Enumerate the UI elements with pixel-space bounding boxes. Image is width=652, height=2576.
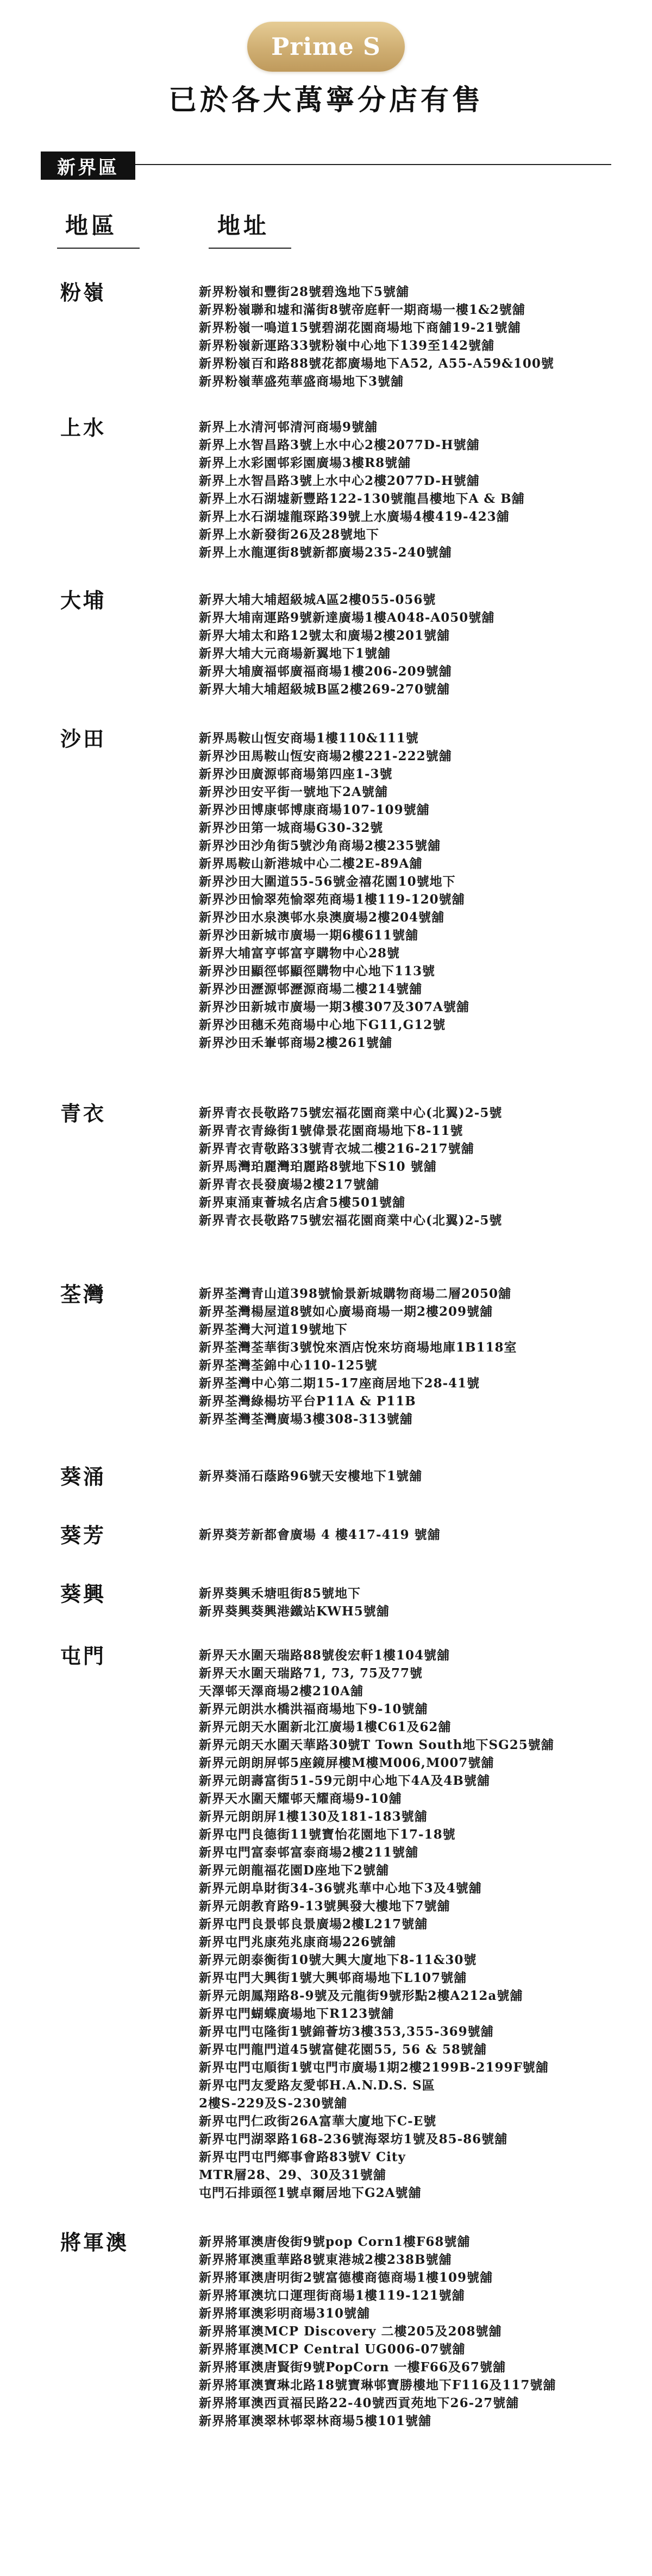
address-line: 新界粉嶺華盛苑華盛商場地下3號舖 — [199, 374, 404, 389]
address-line: 新界粉嶺聯和墟和滿街8號帝庭軒一期商場一樓1&2號舖 — [199, 302, 525, 317]
address-line: 新界將軍澳西貢福民路22-40號西貢苑地下26-27號舖 — [199, 2396, 519, 2410]
address-list — [199, 1104, 502, 1229]
address-line: 新界粉嶺和豐街28號碧逸地下5號舖 — [199, 285, 410, 299]
address-line: 新界葵興禾塘咀街85號地下 — [199, 1586, 361, 1601]
address-line: 新界將軍澳MCP Discovery 二樓205及208號舖 — [199, 2324, 502, 2339]
address-line: 新界元朗壽富街51-59元朗中心地下4A及4B號舖 — [199, 1773, 490, 1788]
address-line: 新界粉嶺百和路88號花都廣場地下A52, A55-A59&100號 — [199, 356, 554, 371]
address-line: 新界青衣青綠街1號偉景花園商場地下8-11號 — [199, 1123, 463, 1138]
address-line: 新界青衣長敬路75號宏福花園商業中心(北翼)2-5號 — [199, 1106, 503, 1120]
address-line: 新界將軍澳唐明街2號富德樓商德商場1樓109號舖 — [199, 2270, 493, 2285]
address-line: MTR層28、29、30及31號舖 — [199, 2168, 386, 2182]
address-line: 新界上水清河邨清河商場9號舖 — [199, 420, 378, 434]
address-list — [199, 1467, 422, 1485]
address-line: 新界葵芳新都會廣場 4 樓417-419 號舖 — [199, 1527, 441, 1542]
address-line: 新界屯門良景邨良景廣場2樓L217號舖 — [199, 1917, 428, 1931]
column-header-district-underline — [57, 248, 140, 249]
address-line: 新界屯門富泰邨富泰商場2樓211號舖 — [199, 1845, 419, 1860]
address-list — [199, 729, 469, 1052]
address-line: 新界馬鞍山新港城中心二樓2E-89A舖 — [199, 856, 423, 871]
column-header-address-underline — [209, 248, 291, 249]
address-line: 新界元朗天水圍新北江廣場1樓C61及62舖 — [199, 1720, 452, 1734]
address-line: 新界葵涌石蔭路96號天安樓地下1號舖 — [199, 1469, 423, 1483]
address-line: 新界荃灣中心第二期15-17座商居地下28-41號 — [199, 1376, 480, 1391]
address-line: 新界屯門屯門鄉事會路83號V City — [199, 2150, 406, 2164]
address-line: 新界青衣青敬路33號青衣城二樓216-217號舖 — [199, 1141, 474, 1156]
address-line: 新界上水智昌路3號上水中心2樓2077D-H號舖 — [199, 473, 480, 488]
address-line: 新界屯門良德街11號寶怡花園地下17-18號 — [199, 1827, 456, 1842]
address-line: 新界荃灣青山道398號愉景新城購物商場二層2050舖 — [199, 1286, 512, 1301]
address-line: 新界沙田新城市廣場一期3樓307及307A號舖 — [199, 1000, 469, 1014]
address-line: 新界將軍澳寶琳北路18號寶琳邨寶勝樓地下F116及117號舖 — [199, 2378, 556, 2392]
page-title: 已於各大萬寧分店有售 — [168, 84, 484, 117]
address-line: 新界元朗鳳翔路8-9號及元龍街9號形點2樓A212a號舖 — [199, 1988, 523, 2003]
address-line: 新界元朗龍福花園D座地下2號舖 — [199, 1863, 389, 1878]
address-line: 新界元朗泰衡街10號大興大廈地下8-11&30號 — [199, 1953, 477, 1967]
address-line: 新界馬鞍山恆安商場1樓110&111號 — [199, 731, 419, 746]
logo-text: Prime S — [271, 33, 381, 61]
address-list — [199, 1584, 390, 1620]
address-list — [199, 418, 525, 561]
address-line: 新界荃灣楊屋道8號如心廣場商場一期2樓209號舖 — [199, 1304, 493, 1319]
region-name: 上水 — [60, 415, 106, 440]
address-line: 新界沙田水泉澳邨水泉澳廣場2樓204號舖 — [199, 910, 445, 925]
address-line: 新界荃灣大河道19號地下 — [199, 1322, 348, 1337]
address-line: 新界上水新發街26及28號地下 — [199, 527, 380, 542]
address-line: 新界大埔南運路9號新達廣場1樓A048-A050號舖 — [199, 610, 495, 625]
address-line: 新界荃灣綠楊坊平台P11A & P11B — [199, 1394, 416, 1409]
address-line: 新界東涌東薈城名店倉5樓501號舖 — [199, 1195, 406, 1210]
address-line: 新界青衣長敬路75號宏福花園商業中心(北翼)2-5號 — [199, 1213, 503, 1228]
region-name: 荃灣 — [60, 1282, 106, 1306]
address-line: 新界荃灣荃灣廣場3樓308-313號舖 — [199, 1412, 413, 1426]
region-name: 葵興 — [60, 1582, 106, 1606]
address-line: 新界大埔大埔超級城B區2樓269-270號舖 — [199, 682, 450, 697]
address-line: 新界將軍澳重華路8號東港城2樓238B號舖 — [199, 2252, 452, 2267]
address-line: 新界元朗朗屏1樓130及181-183號舖 — [199, 1809, 428, 1824]
region-name: 將軍澳 — [60, 2230, 129, 2255]
address-line: 新界天水圍天瑞路88號俊宏軒1樓104號舖 — [199, 1648, 450, 1663]
address-line: 新界沙田第一城商場G30-32號 — [199, 820, 384, 835]
address-line: 新界沙田新城市廣場一期6樓611號舖 — [199, 928, 419, 943]
address-line: 新界沙田廣源邨商場第四座1-3號 — [199, 767, 393, 781]
address-line: 2樓S-229及S-230號舖 — [199, 2096, 348, 2111]
address-line: 新界青衣長發廣場2樓217號舖 — [199, 1177, 380, 1192]
address-line: 新界元朗阜財街34-36號兆華中心地下3及4號舖 — [199, 1881, 482, 1896]
address-line: 新界大埔大埔超級城A區2樓055-056號 — [199, 592, 436, 607]
region-name: 沙田 — [60, 727, 106, 751]
address-line: 新界沙田安平街一號地下2A號舖 — [199, 785, 388, 799]
address-line: 新界粉嶺新運路33號粉嶺中心地下139至142號舖 — [199, 338, 495, 353]
address-line: 新界沙田馬鞍山恆安商場2樓221-222號舖 — [199, 749, 452, 763]
region-name: 屯門 — [60, 1644, 106, 1668]
area-label-new-territories: 新界區 — [41, 151, 135, 180]
address-line: 新界屯門仁政街26A富華大廈地下C-E號 — [199, 2114, 437, 2129]
address-line: 新界馬灣珀麗灣珀麗路8號地下S10 號舖 — [199, 1159, 437, 1174]
address-line: 新界上水石湖墟新豐路122-130號龍昌樓地下A & B舖 — [199, 491, 525, 506]
address-line: 新界將軍澳唐俊街9號pop Corn1樓F68號舖 — [199, 2234, 471, 2249]
region-name: 青衣 — [60, 1101, 106, 1126]
column-header-district: 地區 — [65, 212, 118, 239]
address-line: 新界沙田穗禾苑商場中心地下G11,G12號 — [199, 1018, 446, 1032]
address-line: 新界大埔富亨邨富亨購物中心28號 — [199, 946, 400, 961]
region-name: 大埔 — [60, 588, 106, 613]
address-line: 新界將軍澳坑口運理街商場1樓119-121號舖 — [199, 2288, 465, 2303]
address-line: 新界元朗天水圍天華路30號T Town South地下SG25號舖 — [199, 1738, 554, 1752]
address-line: 新界沙田愉翠苑愉翠苑商場1樓119-120號舖 — [199, 892, 465, 907]
address-line: 新界沙田顯徑邨顯徑購物中心地下113號 — [199, 964, 436, 978]
prime-s-logo — [247, 22, 405, 72]
address-line: 新界天水圍天耀邨天耀商場9-10舖 — [199, 1791, 402, 1806]
region-name: 粉嶺 — [60, 280, 106, 305]
address-line: 新界將軍澳翠林邨翠林商場5樓101號舖 — [199, 2414, 432, 2428]
address-line: 新界屯門屯順街1號屯門市廣場1期2樓2199B-2199F號舖 — [199, 2060, 549, 2075]
address-line: 天澤邨天澤商場2樓210A舖 — [199, 1684, 363, 1699]
address-line: 新界屯門大興街1號大興邨商場地下L107號舖 — [199, 1971, 467, 1985]
address-line: 新界沙田禾輋邨商場2樓261號舖 — [199, 1036, 393, 1050]
address-line: 屯門石排頭徑1號卓爾居地下G2A號舖 — [199, 2186, 422, 2200]
address-line: 新界元朗教育路9-13號興發大樓地下7號舖 — [199, 1899, 450, 1914]
address-line: 新界天水圍天瑞路71, 73, 75及77號 — [199, 1666, 423, 1681]
address-line: 新界沙田瀝源邨瀝源商場二樓214號舖 — [199, 982, 423, 996]
address-line: 新界大埔廣福邨廣福商場1樓206-209號舖 — [199, 664, 452, 679]
address-line: 新界沙田沙角街5號沙角商場2樓235號舖 — [199, 838, 441, 853]
address-list — [199, 591, 494, 698]
address-line: 新界大埔太和路12號太和廣場2樓201號舖 — [199, 628, 450, 643]
region-name: 葵芳 — [60, 1523, 106, 1548]
address-line: 新界上水智昌路3號上水中心2樓2077D-H號舖 — [199, 438, 480, 452]
address-line: 新界沙田博康邨博康商場107-109號舖 — [199, 803, 430, 817]
address-list — [199, 1285, 517, 1428]
address-list — [199, 2233, 556, 2430]
address-line: 新界屯門龍門道45號富健花園55, 56 & 58號舖 — [199, 2042, 487, 2057]
address-line: 新界將軍澳彩明商場310號舖 — [199, 2306, 371, 2321]
address-line: 新界元朗洪水橋洪福商場地下9-10號舖 — [199, 1702, 428, 1716]
address-line: 新界沙田大圍道55-56號金禧花園10號地下 — [199, 874, 456, 889]
address-line: 新界屯門湖翠路168-236號海翠坊1號及85-86號舖 — [199, 2132, 508, 2146]
address-line: 新界將軍澳唐賢街9號PopCorn 一樓F66及67號舖 — [199, 2360, 506, 2375]
address-list — [199, 1646, 554, 2202]
address-list — [199, 1526, 441, 1544]
address-line: 新界大埔大元商場新翼地下1號舖 — [199, 646, 391, 661]
address-line: 新界荃灣荃錦中心110-125號 — [199, 1358, 378, 1373]
column-header-address: 地址 — [217, 212, 270, 239]
address-line: 新界粉嶺一鳴道15號碧湖花園商場地下商舖19-21號舖 — [199, 320, 521, 335]
address-line: 新界上水石湖墟龍琛路39號上水廣場4樓419-423舖 — [199, 509, 510, 524]
address-line: 新界屯門屯隆街1號錦薈坊3樓353,355-369號舖 — [199, 2024, 494, 2039]
address-line: 新界屯門兆康苑兆康商場226號舖 — [199, 1935, 397, 1949]
address-list — [199, 283, 554, 390]
address-line: 新界荃灣荃華街3號悅來酒店悅來坊商場地庫1B118室 — [199, 1340, 517, 1355]
address-line: 新界將軍澳MCP Central UG006-07號舖 — [199, 2342, 466, 2357]
address-line: 新界元朗朗屏邨5座鏡屏樓M樓M006,M007號舖 — [199, 1756, 494, 1770]
address-line: 新界屯門友愛路友愛邨H.A.N.D.S. S區 — [199, 2078, 435, 2093]
address-line: 新界上水龍運街8號新都廣場235-240號舖 — [199, 545, 452, 560]
address-line: 新界葵興葵興港鐵站KWH5號舖 — [199, 1604, 390, 1619]
address-line: 新界上水彩園邨彩園廣場3樓R8號舖 — [199, 456, 411, 470]
address-line: 新界屯門蝴蝶廣場地下R123號舖 — [199, 2006, 394, 2021]
region-name: 葵涌 — [60, 1464, 106, 1489]
